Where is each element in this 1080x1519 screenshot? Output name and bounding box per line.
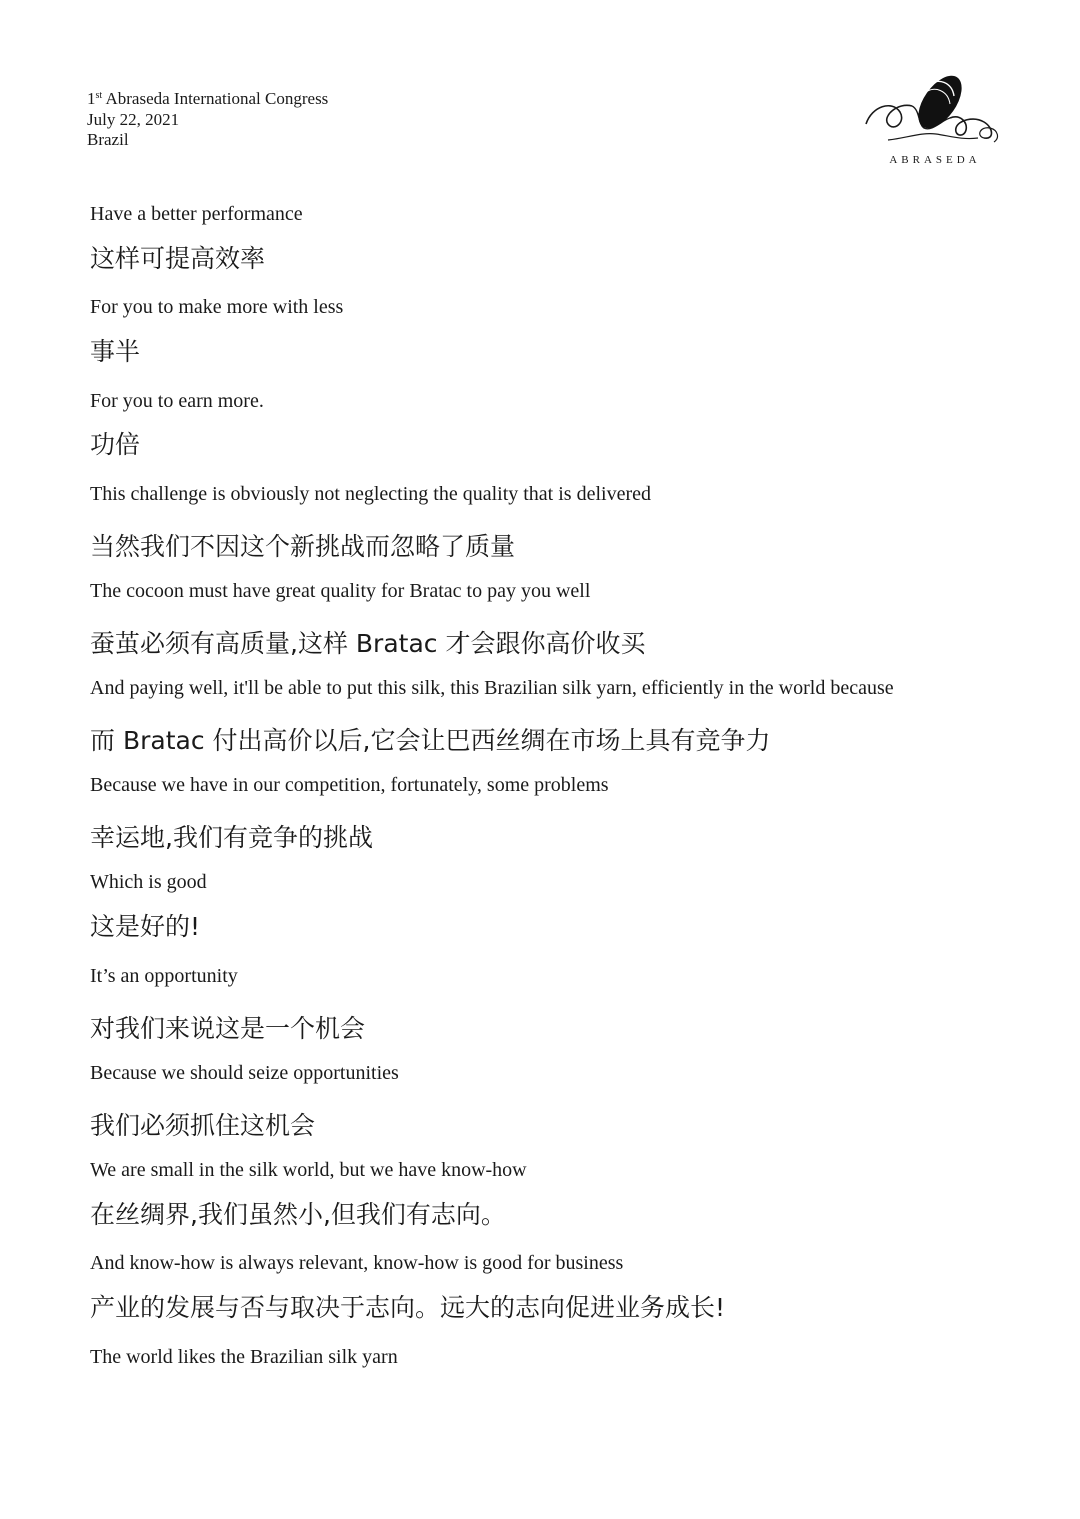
congress-location: Brazil xyxy=(87,130,129,149)
transcript-line-en: Because we have in our competition, fortunately, some problems xyxy=(90,774,609,796)
transcript-line-en: It’s an opportunity xyxy=(90,965,238,987)
congress-title xyxy=(87,89,328,110)
congress-ordinal: 1 xyxy=(87,89,96,108)
transcript-line-zh: 功倍 xyxy=(90,430,141,459)
transcript-line-zh: 幸运地,我们有竞争的挑战 xyxy=(90,823,373,852)
congress-header xyxy=(87,89,328,151)
congress-ordinal-suffix: st xyxy=(95,90,103,101)
transcript-line-en: Which is good xyxy=(90,871,207,893)
transcript-line-zh: 在丝绸界,我们虽然小,但我们有志向。 xyxy=(90,1200,506,1229)
transcript-line-zh: 这是好的! xyxy=(90,912,201,941)
transcript-line-en: Because we should seize opportunities xyxy=(90,1062,399,1084)
transcript-line-en: We are small in the silk world, but we have know-how xyxy=(90,1159,527,1181)
transcript-line-zh: 而 Bratac 付出高价以后,它会让巴西丝绸在市场上具有竞争力 xyxy=(90,726,771,755)
transcript-line-en: For you to make more with less xyxy=(90,296,344,318)
silk-cocoon-logo-icon xyxy=(858,66,1008,152)
transcript-line-zh: 这样可提高效率 xyxy=(90,244,266,273)
transcript-line-en: And know-how is always relevant, know-how is good for business xyxy=(90,1252,624,1274)
transcript-line-zh: 产业的发展与否与取决于志向。远大的志向促进业务成长! xyxy=(90,1293,726,1322)
transcript-line-en: This challenge is obviously not neglecting the quality that is delivered xyxy=(90,483,651,505)
abraseda-logo xyxy=(858,66,1008,172)
abraseda-wordmark: ABRASEDA xyxy=(889,154,981,166)
congress-date: July 22, 2021 xyxy=(87,109,180,129)
transcript-line-en: Have a better performance xyxy=(90,203,303,225)
transcript-line-en: For you to earn more. xyxy=(90,390,264,412)
transcript-line-zh: 我们必须抓住这机会 xyxy=(90,1111,316,1140)
transcript-line-en: And paying well, it'll be able to put this silk, this Brazilian silk yarn, efficiently in the world because xyxy=(90,677,894,699)
transcript-line-zh: 对我们来说这是一个机会 xyxy=(90,1014,366,1043)
transcript-line-en: The world likes the Brazilian silk yarn xyxy=(90,1346,398,1368)
transcript-line-zh: 蚕茧必须有高质量,这样 Bratac 才会跟你高价收买 xyxy=(90,629,646,658)
transcript-line-en: The cocoon must have great quality for Bratac to pay you well xyxy=(90,580,591,602)
transcript-line-zh: 事半 xyxy=(90,337,141,366)
congress-name: Abraseda International Congress xyxy=(105,89,329,108)
transcript-line-zh: 当然我们不因这个新挑战而忽略了质量 xyxy=(90,532,516,561)
